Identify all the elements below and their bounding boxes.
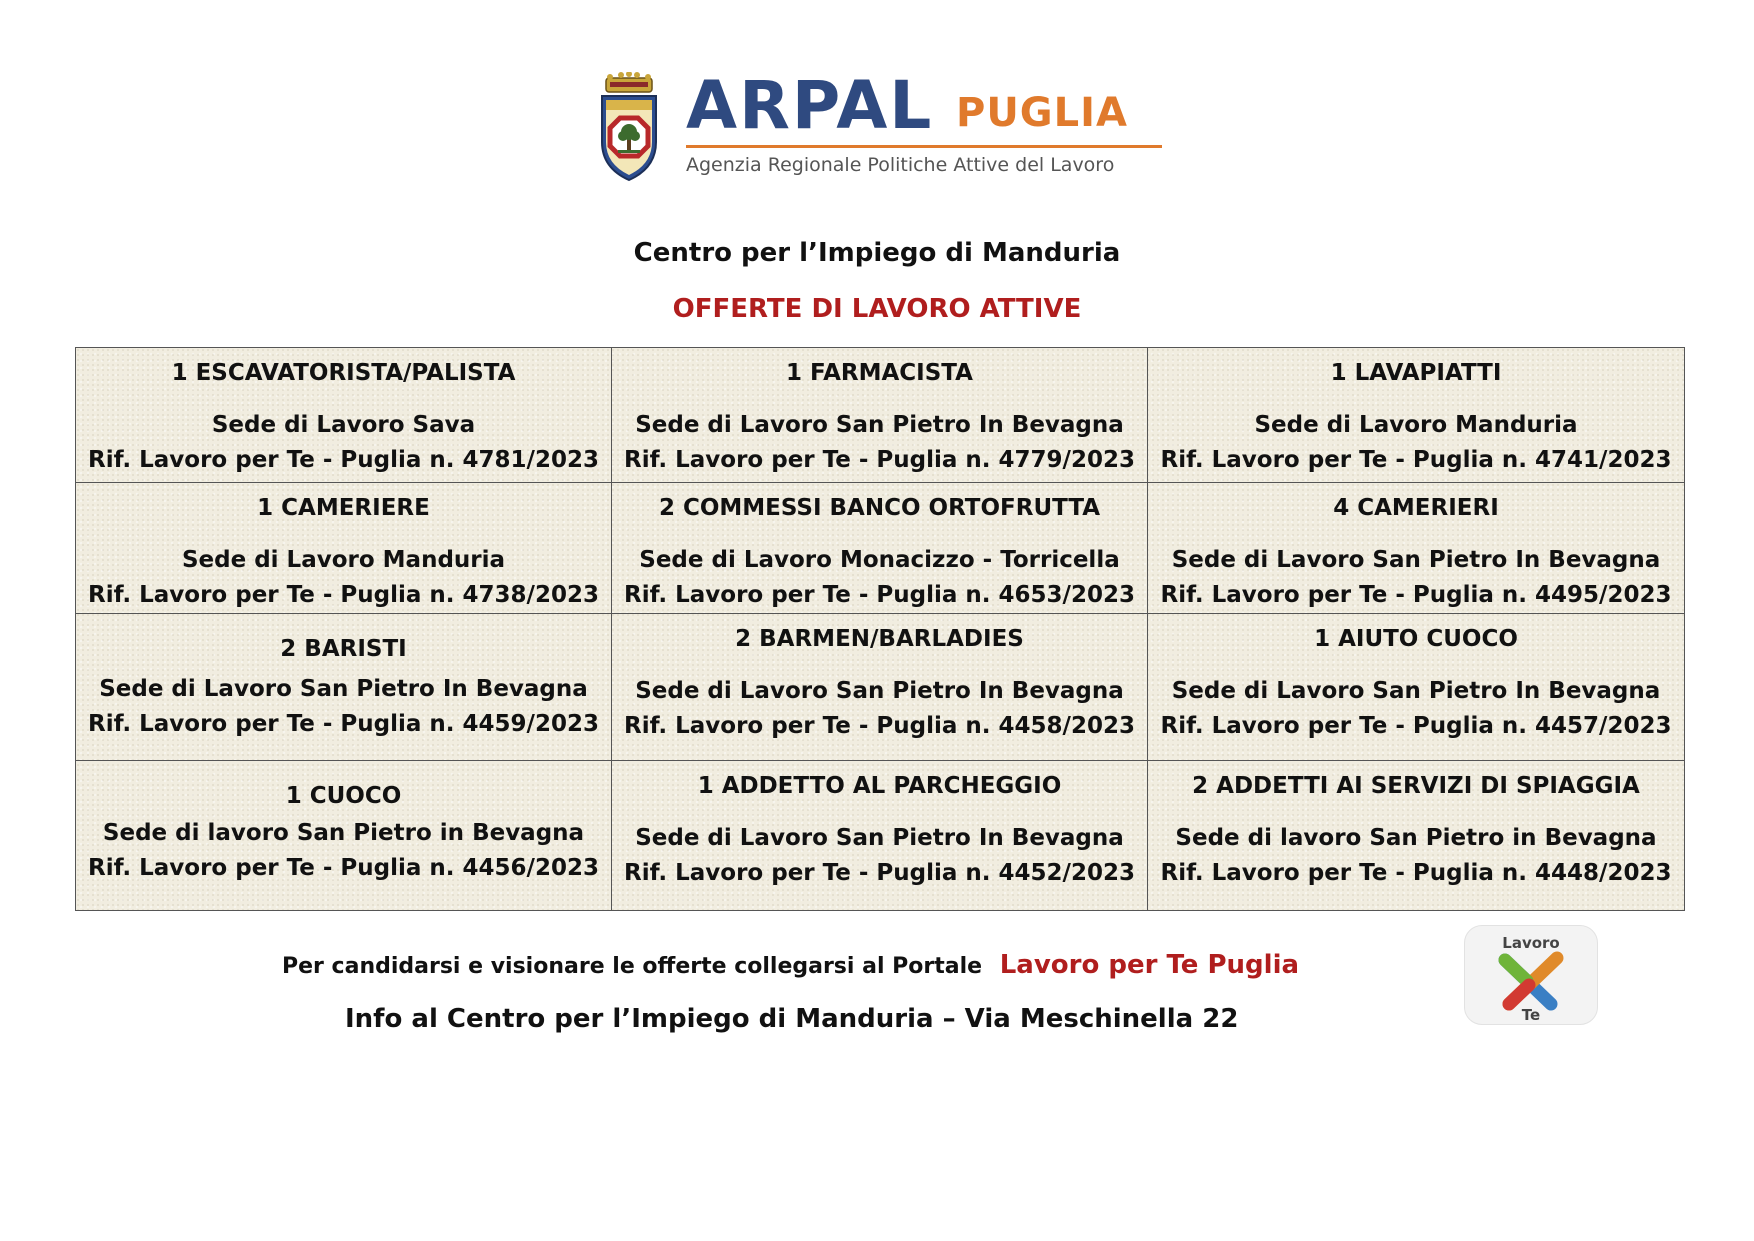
offers-title: OFFERTE DI LAVORO ATTIVE [672,294,1082,324]
logo-tagline: Agenzia Regionale Politiche Attive del Lavoro [686,154,1115,176]
table-row [76,348,1685,483]
portal-link[interactable]: Lavoro per Te Puglia [999,950,1300,980]
table-row [76,614,1685,761]
app-logo-top-text: Lavoro [1502,934,1560,952]
job-offer-cell [76,614,612,761]
job-offer-cell [76,483,612,614]
job-title: 2 BARISTI [280,636,407,662]
job-location: Sede di Lavoro San Pietro In Bevagna [635,412,1124,438]
job-title: 1 ADDETTO AL PARCHEGGIO [697,773,1062,799]
lavoro-per-te-x-icon [1465,926,1597,1024]
job-location: Sede di Lavoro San Pietro In Bevagna [635,678,1124,704]
job-reference: Rif. Lavoro per Te - Puglia n. 4452/2023 [624,860,1135,886]
table-row [76,761,1685,911]
puglia-coat-of-arms-icon [596,72,662,184]
logo-divider [686,145,1162,148]
job-location: Sede di lavoro San Pietro in Bevagna [102,820,585,846]
arpal-puglia-logo [596,67,1166,188]
job-reference: Rif. Lavoro per Te - Puglia n. 4781/2023 [88,447,599,473]
apply-instructions [282,950,1299,980]
job-offer-cell [1148,614,1685,761]
job-offer-cell [1148,761,1685,911]
job-location: Sede di Lavoro San Pietro In Bevagna [635,825,1124,851]
job-offer-cell [612,761,1148,911]
job-title: 1 LAVAPIATTI [1330,360,1502,386]
job-reference: Rif. Lavoro per Te - Puglia n. 4741/2023 [1160,447,1672,473]
job-reference: Rif. Lavoro per Te - Puglia n. 4738/2023 [88,582,599,608]
job-offer-cell [612,348,1148,483]
job-reference: Rif. Lavoro per Te - Puglia n. 4779/2023 [624,447,1135,473]
job-offer-cell [76,348,612,483]
job-offer-cell [1148,483,1685,614]
job-reference: Rif. Lavoro per Te - Puglia n. 4495/2023 [1160,582,1672,608]
apply-text: Per candidarsi e visionare le offerte collegarsi al Portale [282,954,983,979]
job-offer-cell [612,614,1148,761]
logo-puglia-text: PUGLIA [956,90,1128,136]
job-title: 4 CAMERIERI [1333,495,1499,521]
office-info: Info al Centro per l’Impiego di Manduria – Via Meschinella 22 [345,1004,1239,1034]
job-title: 2 BARMEN/BARLADIES [735,626,1024,652]
job-location: Sede di Lavoro San Pietro In Bevagna [1171,678,1661,704]
job-offer-cell [612,483,1148,614]
job-title: 1 FARMACISTA [786,360,973,386]
job-reference: Rif. Lavoro per Te - Puglia n. 4459/2023 [88,711,599,737]
job-title: 2 ADDETTI AI SERVIZI DI SPIAGGIA [1192,773,1640,799]
job-reference: Rif. Lavoro per Te - Puglia n. 4456/2023 [88,855,599,881]
job-reference: Rif. Lavoro per Te - Puglia n. 4448/2023 [1160,860,1672,886]
logo-arpal-text: ARPAL [686,67,934,144]
job-location: Sede di Lavoro Sava [211,412,476,438]
lavoro-per-te-logo [1464,925,1598,1025]
job-title: 1 ESCAVATORISTA/PALISTA [171,360,516,386]
job-offer-cell [76,761,612,911]
job-title: 2 COMMESSI BANCO ORTOFRUTTA [658,495,1101,521]
job-offer-cell [1148,348,1685,483]
arpal-wordmark [686,67,1166,188]
app-logo-bottom-text: Te [1521,1006,1541,1024]
job-location: Sede di Lavoro Monacizzo - Torricella [639,547,1120,573]
job-offers-table [75,347,1685,911]
job-title: 1 AIUTO CUOCO [1314,626,1518,652]
table-row [76,483,1685,614]
job-location: Sede di lavoro San Pietro in Bevagna [1175,825,1657,851]
job-location: Sede di Lavoro San Pietro In Bevagna [1171,547,1661,573]
job-location: Sede di Lavoro Manduria [181,547,506,573]
job-location: Sede di Lavoro Manduria [1254,412,1578,438]
job-location: Sede di Lavoro San Pietro In Bevagna [99,676,588,702]
job-title: 1 CUOCO [285,783,402,809]
job-title: 1 CAMERIERE [257,495,430,521]
job-reference: Rif. Lavoro per Te - Puglia n. 4457/2023 [1160,713,1672,739]
center-title: Centro per l’Impiego di Manduria [633,238,1121,268]
job-reference: Rif. Lavoro per Te - Puglia n. 4458/2023 [624,713,1135,739]
job-reference: Rif. Lavoro per Te - Puglia n. 4653/2023 [624,582,1135,608]
